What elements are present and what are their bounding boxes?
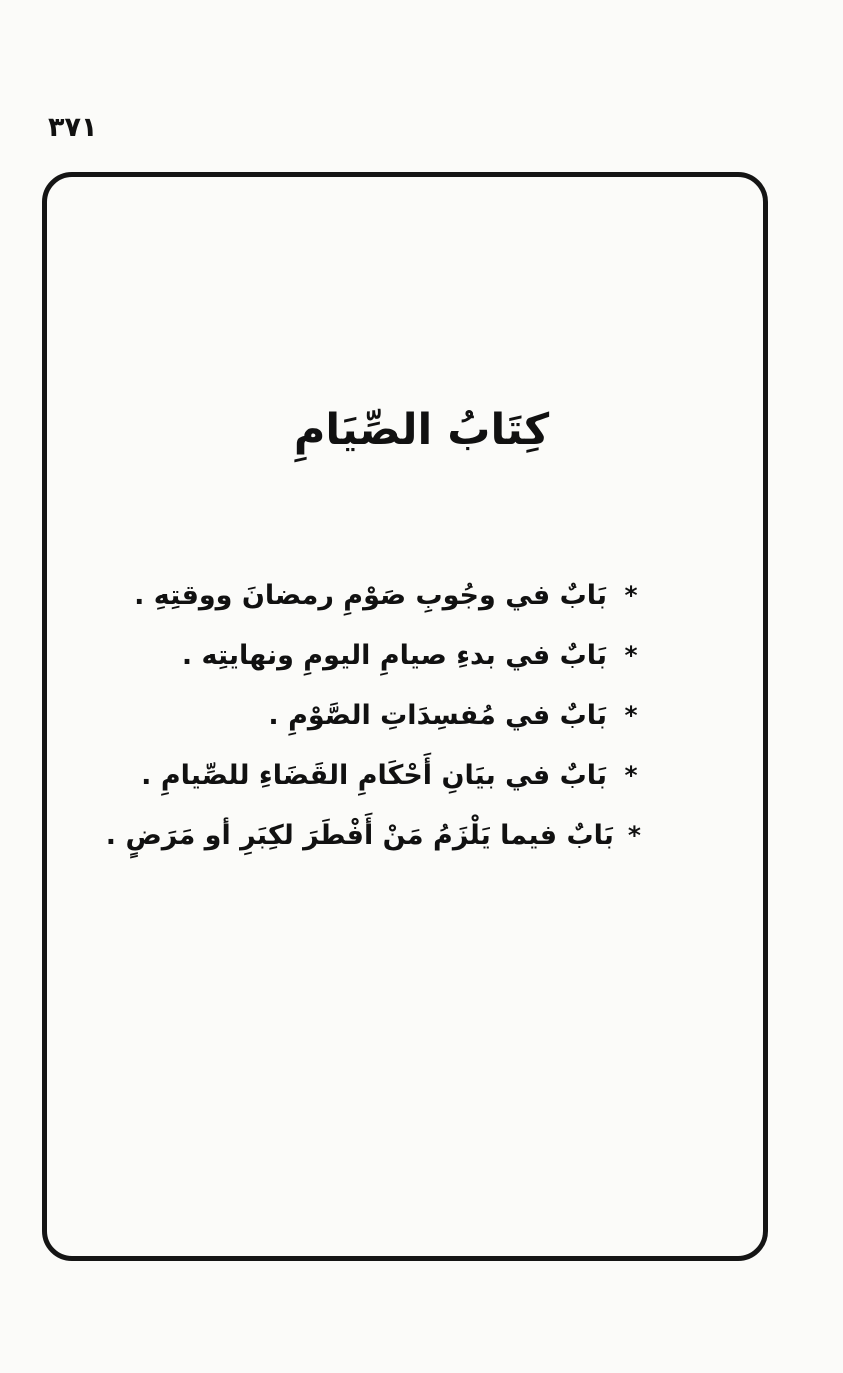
chapter-list [105, 565, 641, 865]
star-icon: * [624, 760, 638, 790]
chapter-title: بَابٌ فيما يَلْزَمُ مَنْ أَفْطَرَ لكِبَرِ أو مَرَضٍ . [105, 819, 614, 851]
star-icon: * [627, 820, 641, 850]
chapter-item [121, 685, 641, 745]
chapter-item [121, 745, 641, 805]
page-number: ٣٧١ [48, 112, 98, 143]
star-icon: * [624, 700, 638, 730]
star-icon: * [624, 580, 638, 610]
chapter-item [105, 805, 641, 865]
chapter-title: بَابٌ في بيَانِ أَحْكَامِ القَضَاءِ للصِّيامِ . [141, 759, 607, 791]
book-title: كِتَابُ الصِّيَامِ [293, 405, 550, 455]
chapter-title: بَابٌ في مُفسِدَاتِ الصَّوْمِ . [268, 699, 607, 731]
chapter-title: بَابٌ في بدءِ صيامِ اليومِ ونهايتِه . [181, 639, 607, 671]
chapter-item [121, 625, 641, 685]
chapter-item [121, 565, 641, 625]
chapter-title: بَابٌ في وجُوبِ صَوْمِ رمضانَ ووقتِهِ . [134, 579, 607, 611]
star-icon: * [624, 640, 638, 670]
